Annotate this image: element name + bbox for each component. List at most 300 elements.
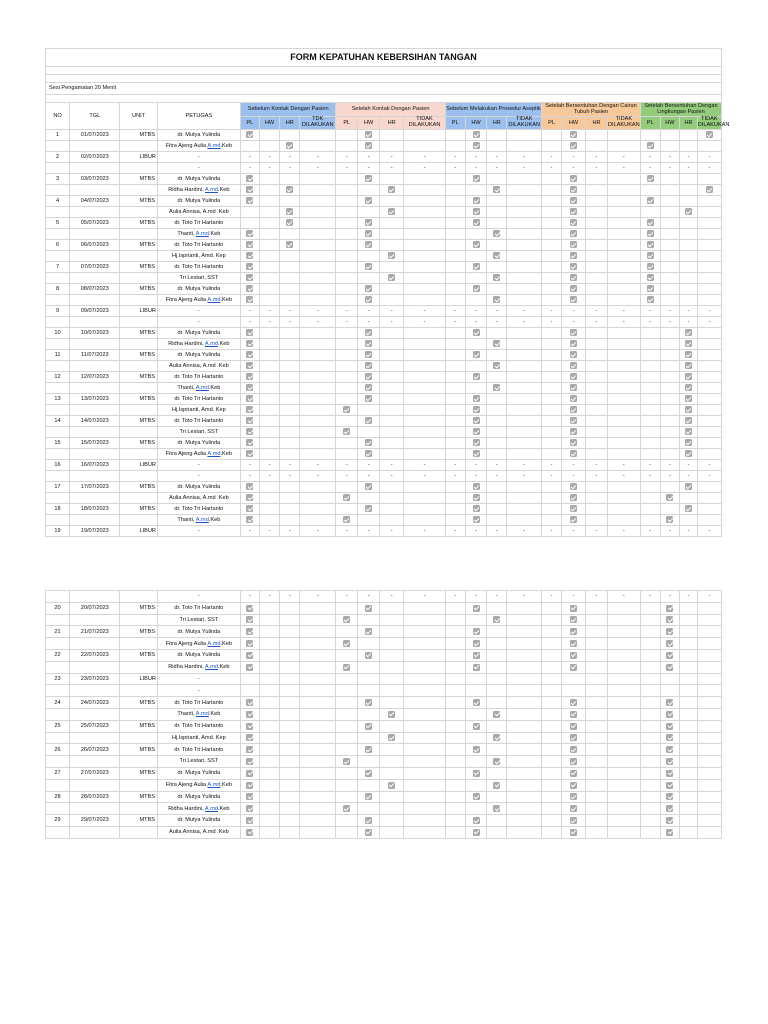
empty-cell[interactable] <box>380 626 404 638</box>
empty-cell[interactable] <box>404 371 446 382</box>
empty-cell[interactable] <box>487 514 507 525</box>
empty-cell[interactable] <box>607 140 640 151</box>
empty-cell[interactable] <box>586 685 608 697</box>
check-cell[interactable] <box>561 360 585 371</box>
empty-cell[interactable] <box>300 195 336 206</box>
empty-cell[interactable] <box>336 195 358 206</box>
checked-checkbox-icon[interactable] <box>246 362 253 369</box>
empty-cell[interactable] <box>300 803 336 815</box>
empty-cell[interactable] <box>697 756 721 768</box>
empty-cell[interactable] <box>259 685 280 697</box>
check-cell[interactable] <box>358 626 380 638</box>
check-cell[interactable] <box>465 815 487 827</box>
petugas-link[interactable]: A.md <box>204 186 218 193</box>
empty-cell[interactable] <box>404 803 446 815</box>
check-cell[interactable] <box>561 779 585 791</box>
empty-cell[interactable] <box>336 206 358 217</box>
empty-cell[interactable] <box>660 195 680 206</box>
check-cell[interactable] <box>358 360 380 371</box>
empty-cell[interactable] <box>680 767 698 779</box>
empty-cell[interactable] <box>358 661 380 673</box>
empty-cell[interactable] <box>607 217 640 228</box>
check-cell[interactable] <box>680 206 698 217</box>
empty-cell[interactable] <box>380 697 404 709</box>
checked-checkbox-icon[interactable] <box>570 329 577 336</box>
check-cell[interactable] <box>336 638 358 650</box>
empty-cell[interactable] <box>300 217 336 228</box>
empty-cell[interactable] <box>697 708 721 720</box>
empty-cell[interactable] <box>542 261 562 272</box>
empty-cell[interactable] <box>507 360 542 371</box>
empty-cell[interactable] <box>280 349 300 360</box>
check-cell[interactable] <box>465 626 487 638</box>
checked-checkbox-icon[interactable] <box>647 142 654 149</box>
checked-checkbox-icon[interactable] <box>570 197 577 204</box>
checked-checkbox-icon[interactable] <box>570 186 577 193</box>
empty-cell[interactable] <box>680 732 698 744</box>
empty-cell[interactable] <box>697 173 721 184</box>
check-cell[interactable] <box>660 708 680 720</box>
empty-cell[interactable] <box>465 294 487 305</box>
checked-checkbox-icon[interactable] <box>473 241 480 248</box>
check-cell[interactable] <box>465 492 487 503</box>
empty-cell[interactable] <box>487 503 507 514</box>
check-cell[interactable] <box>241 294 260 305</box>
check-cell[interactable] <box>465 826 487 838</box>
empty-cell[interactable] <box>259 767 280 779</box>
empty-cell[interactable] <box>586 815 608 827</box>
empty-cell[interactable] <box>586 732 608 744</box>
checked-checkbox-icon[interactable] <box>647 219 654 226</box>
empty-cell[interactable] <box>300 756 336 768</box>
empty-cell[interactable] <box>542 294 562 305</box>
empty-cell[interactable] <box>697 815 721 827</box>
empty-cell[interactable] <box>680 129 698 140</box>
checked-checkbox-icon[interactable] <box>666 817 673 824</box>
check-cell[interactable] <box>465 649 487 661</box>
empty-cell[interactable] <box>336 217 358 228</box>
empty-cell[interactable] <box>336 732 358 744</box>
empty-cell[interactable] <box>445 184 465 195</box>
empty-cell[interactable] <box>259 195 280 206</box>
empty-cell[interactable] <box>404 173 446 184</box>
checked-checkbox-icon[interactable] <box>493 230 500 237</box>
checked-checkbox-icon[interactable] <box>666 805 673 812</box>
empty-cell[interactable] <box>697 779 721 791</box>
check-cell[interactable] <box>660 756 680 768</box>
empty-cell[interactable] <box>640 685 660 697</box>
checked-checkbox-icon[interactable] <box>473 450 480 457</box>
check-cell[interactable] <box>358 129 380 140</box>
checked-checkbox-icon[interactable] <box>246 793 253 800</box>
checked-checkbox-icon[interactable] <box>685 362 692 369</box>
checked-checkbox-icon[interactable] <box>493 274 500 281</box>
check-cell[interactable] <box>640 283 660 294</box>
check-cell[interactable] <box>660 649 680 661</box>
empty-cell[interactable] <box>487 720 507 732</box>
check-cell[interactable] <box>241 239 260 250</box>
checked-checkbox-icon[interactable] <box>666 652 673 659</box>
checked-checkbox-icon[interactable] <box>493 734 500 741</box>
empty-cell[interactable] <box>542 250 562 261</box>
empty-cell[interactable] <box>445 815 465 827</box>
check-cell[interactable] <box>680 349 698 360</box>
checked-checkbox-icon[interactable] <box>365 605 372 612</box>
check-cell[interactable] <box>487 614 507 626</box>
checked-checkbox-icon[interactable] <box>666 640 673 647</box>
empty-cell[interactable] <box>607 393 640 404</box>
empty-cell[interactable] <box>259 217 280 228</box>
empty-cell[interactable] <box>280 602 300 614</box>
checked-checkbox-icon[interactable] <box>473 699 480 706</box>
empty-cell[interactable] <box>507 140 542 151</box>
empty-cell[interactable] <box>680 708 698 720</box>
empty-cell[interactable] <box>280 661 300 673</box>
check-cell[interactable] <box>241 481 260 492</box>
empty-cell[interactable] <box>586 638 608 650</box>
empty-cell[interactable] <box>280 261 300 272</box>
empty-cell[interactable] <box>280 779 300 791</box>
empty-cell[interactable] <box>586 779 608 791</box>
checked-checkbox-icon[interactable] <box>246 131 253 138</box>
checked-checkbox-icon[interactable] <box>365 384 372 391</box>
empty-cell[interactable] <box>586 283 608 294</box>
empty-cell[interactable] <box>680 514 698 525</box>
empty-cell[interactable] <box>358 756 380 768</box>
empty-cell[interactable] <box>380 826 404 838</box>
check-cell[interactable] <box>380 184 404 195</box>
empty-cell[interactable] <box>542 697 562 709</box>
empty-cell[interactable] <box>336 708 358 720</box>
empty-cell[interactable] <box>507 602 542 614</box>
empty-cell[interactable] <box>607 492 640 503</box>
empty-cell[interactable] <box>586 626 608 638</box>
empty-cell[interactable] <box>586 140 608 151</box>
empty-cell[interactable] <box>586 826 608 838</box>
empty-cell[interactable] <box>507 756 542 768</box>
empty-cell[interactable] <box>680 184 698 195</box>
check-cell[interactable] <box>241 283 260 294</box>
empty-cell[interactable] <box>300 206 336 217</box>
check-cell[interactable] <box>660 803 680 815</box>
checked-checkbox-icon[interactable] <box>246 605 253 612</box>
empty-cell[interactable] <box>607 720 640 732</box>
empty-cell[interactable] <box>640 673 660 685</box>
checked-checkbox-icon[interactable] <box>365 131 372 138</box>
checked-checkbox-icon[interactable] <box>493 782 500 789</box>
empty-cell[interactable] <box>380 404 404 415</box>
checked-checkbox-icon[interactable] <box>473 746 480 753</box>
checked-checkbox-icon[interactable] <box>473 793 480 800</box>
empty-cell[interactable] <box>607 697 640 709</box>
empty-cell[interactable] <box>380 360 404 371</box>
empty-cell[interactable] <box>259 649 280 661</box>
empty-cell[interactable] <box>445 173 465 184</box>
checked-checkbox-icon[interactable] <box>365 219 372 226</box>
empty-cell[interactable] <box>404 415 446 426</box>
empty-cell[interactable] <box>336 415 358 426</box>
empty-cell[interactable] <box>640 393 660 404</box>
empty-cell[interactable] <box>680 250 698 261</box>
checked-checkbox-icon[interactable] <box>473 428 480 435</box>
empty-cell[interactable] <box>445 744 465 756</box>
empty-cell[interactable] <box>404 708 446 720</box>
checked-checkbox-icon[interactable] <box>685 351 692 358</box>
empty-cell[interactable] <box>300 826 336 838</box>
empty-cell[interactable] <box>507 614 542 626</box>
checked-checkbox-icon[interactable] <box>473 664 480 671</box>
empty-cell[interactable] <box>607 661 640 673</box>
checked-checkbox-icon[interactable] <box>365 362 372 369</box>
check-cell[interactable] <box>660 826 680 838</box>
empty-cell[interactable] <box>640 697 660 709</box>
empty-cell[interactable] <box>542 228 562 239</box>
empty-cell[interactable] <box>404 140 446 151</box>
empty-cell[interactable] <box>586 261 608 272</box>
checked-checkbox-icon[interactable] <box>246 417 253 424</box>
empty-cell[interactable] <box>660 283 680 294</box>
empty-cell[interactable] <box>280 448 300 459</box>
empty-cell[interactable] <box>336 602 358 614</box>
empty-cell[interactable] <box>640 732 660 744</box>
empty-cell[interactable] <box>487 448 507 459</box>
check-cell[interactable] <box>465 283 487 294</box>
checked-checkbox-icon[interactable] <box>246 817 253 824</box>
empty-cell[interactable] <box>404 360 446 371</box>
checked-checkbox-icon[interactable] <box>685 208 692 215</box>
empty-cell[interactable] <box>680 195 698 206</box>
check-cell[interactable] <box>465 206 487 217</box>
checked-checkbox-icon[interactable] <box>685 450 692 457</box>
empty-cell[interactable] <box>607 261 640 272</box>
empty-cell[interactable] <box>300 283 336 294</box>
empty-cell[interactable] <box>542 371 562 382</box>
checked-checkbox-icon[interactable] <box>246 373 253 380</box>
checked-checkbox-icon[interactable] <box>493 711 500 718</box>
empty-cell[interactable] <box>259 779 280 791</box>
empty-cell[interactable] <box>507 815 542 827</box>
checked-checkbox-icon[interactable] <box>246 274 253 281</box>
checked-checkbox-icon[interactable] <box>365 351 372 358</box>
empty-cell[interactable] <box>487 626 507 638</box>
empty-cell[interactable] <box>380 283 404 294</box>
empty-cell[interactable] <box>542 791 562 803</box>
check-cell[interactable] <box>561 638 585 650</box>
empty-cell[interactable] <box>259 481 280 492</box>
empty-cell[interactable] <box>380 685 404 697</box>
empty-cell[interactable] <box>445 437 465 448</box>
empty-cell[interactable] <box>640 720 660 732</box>
checked-checkbox-icon[interactable] <box>388 782 395 789</box>
empty-cell[interactable] <box>507 626 542 638</box>
check-cell[interactable] <box>241 327 260 338</box>
check-cell[interactable] <box>465 697 487 709</box>
empty-cell[interactable] <box>640 426 660 437</box>
empty-cell[interactable] <box>542 492 562 503</box>
empty-cell[interactable] <box>445 514 465 525</box>
empty-cell[interactable] <box>542 685 562 697</box>
empty-cell[interactable] <box>660 360 680 371</box>
empty-cell[interactable] <box>280 481 300 492</box>
empty-cell[interactable] <box>697 685 721 697</box>
check-cell[interactable] <box>561 661 585 673</box>
empty-cell[interactable] <box>404 426 446 437</box>
checked-checkbox-icon[interactable] <box>570 640 577 647</box>
empty-cell[interactable] <box>300 184 336 195</box>
empty-cell[interactable] <box>680 815 698 827</box>
petugas-link[interactable]: A.md <box>204 664 218 671</box>
empty-cell[interactable] <box>380 228 404 239</box>
empty-cell[interactable] <box>586 217 608 228</box>
empty-cell[interactable] <box>380 426 404 437</box>
empty-cell[interactable] <box>607 206 640 217</box>
checked-checkbox-icon[interactable] <box>365 230 372 237</box>
checked-checkbox-icon[interactable] <box>570 362 577 369</box>
empty-cell[interactable] <box>280 173 300 184</box>
empty-cell[interactable] <box>607 272 640 283</box>
empty-cell[interactable] <box>542 720 562 732</box>
check-cell[interactable] <box>241 826 260 838</box>
checked-checkbox-icon[interactable] <box>246 483 253 490</box>
checked-checkbox-icon[interactable] <box>666 628 673 635</box>
empty-cell[interactable] <box>336 349 358 360</box>
empty-cell[interactable] <box>607 327 640 338</box>
check-cell[interactable] <box>660 514 680 525</box>
empty-cell[interactable] <box>586 791 608 803</box>
empty-cell[interactable] <box>465 673 487 685</box>
checked-checkbox-icon[interactable] <box>666 494 673 501</box>
empty-cell[interactable] <box>300 732 336 744</box>
checked-checkbox-icon[interactable] <box>246 252 253 259</box>
check-cell[interactable] <box>241 661 260 673</box>
empty-cell[interactable] <box>507 503 542 514</box>
empty-cell[interactable] <box>586 661 608 673</box>
checked-checkbox-icon[interactable] <box>647 230 654 237</box>
empty-cell[interactable] <box>586 503 608 514</box>
empty-cell[interactable] <box>542 481 562 492</box>
empty-cell[interactable] <box>300 503 336 514</box>
empty-cell[interactable] <box>640 206 660 217</box>
checked-checkbox-icon[interactable] <box>473 628 480 635</box>
empty-cell[interactable] <box>259 371 280 382</box>
empty-cell[interactable] <box>640 360 660 371</box>
checked-checkbox-icon[interactable] <box>246 384 253 391</box>
checked-checkbox-icon[interactable] <box>246 285 253 292</box>
check-cell[interactable] <box>561 697 585 709</box>
check-cell[interactable] <box>241 437 260 448</box>
empty-cell[interactable] <box>404 720 446 732</box>
empty-cell[interactable] <box>640 638 660 650</box>
empty-cell[interactable] <box>607 437 640 448</box>
empty-cell[interactable] <box>697 349 721 360</box>
empty-cell[interactable] <box>607 673 640 685</box>
empty-cell[interactable] <box>660 371 680 382</box>
empty-cell[interactable] <box>445 195 465 206</box>
empty-cell[interactable] <box>697 826 721 838</box>
check-cell[interactable] <box>380 708 404 720</box>
empty-cell[interactable] <box>358 685 380 697</box>
checked-checkbox-icon[interactable] <box>493 340 500 347</box>
empty-cell[interactable] <box>507 649 542 661</box>
checked-checkbox-icon[interactable] <box>666 758 673 765</box>
empty-cell[interactable] <box>380 661 404 673</box>
empty-cell[interactable] <box>607 744 640 756</box>
empty-cell[interactable] <box>640 129 660 140</box>
empty-cell[interactable] <box>507 294 542 305</box>
empty-cell[interactable] <box>640 708 660 720</box>
check-cell[interactable] <box>358 815 380 827</box>
empty-cell[interactable] <box>445 206 465 217</box>
empty-cell[interactable] <box>465 732 487 744</box>
empty-cell[interactable] <box>640 649 660 661</box>
checked-checkbox-icon[interactable] <box>473 505 480 512</box>
empty-cell[interactable] <box>445 239 465 250</box>
checked-checkbox-icon[interactable] <box>570 829 577 836</box>
empty-cell[interactable] <box>487 815 507 827</box>
check-cell[interactable] <box>561 338 585 349</box>
empty-cell[interactable] <box>259 673 280 685</box>
empty-cell[interactable] <box>507 803 542 815</box>
check-cell[interactable] <box>358 217 380 228</box>
empty-cell[interactable] <box>507 685 542 697</box>
empty-cell[interactable] <box>542 448 562 459</box>
check-cell[interactable] <box>380 206 404 217</box>
check-cell[interactable] <box>561 140 585 151</box>
check-cell[interactable] <box>561 448 585 459</box>
checked-checkbox-icon[interactable] <box>647 285 654 292</box>
empty-cell[interactable] <box>465 708 487 720</box>
check-cell[interactable] <box>465 129 487 140</box>
check-cell[interactable] <box>465 448 487 459</box>
check-cell[interactable] <box>465 514 487 525</box>
empty-cell[interactable] <box>680 826 698 838</box>
empty-cell[interactable] <box>586 803 608 815</box>
check-cell[interactable] <box>561 602 585 614</box>
check-cell[interactable] <box>336 492 358 503</box>
empty-cell[interactable] <box>660 184 680 195</box>
empty-cell[interactable] <box>336 815 358 827</box>
empty-cell[interactable] <box>259 382 280 393</box>
empty-cell[interactable] <box>542 349 562 360</box>
checked-checkbox-icon[interactable] <box>570 219 577 226</box>
check-cell[interactable] <box>680 393 698 404</box>
empty-cell[interactable] <box>487 173 507 184</box>
check-cell[interactable] <box>561 803 585 815</box>
empty-cell[interactable] <box>404 250 446 261</box>
checked-checkbox-icon[interactable] <box>647 175 654 182</box>
empty-cell[interactable] <box>660 129 680 140</box>
empty-cell[interactable] <box>542 426 562 437</box>
empty-cell[interactable] <box>380 744 404 756</box>
check-cell[interactable] <box>358 195 380 206</box>
check-cell[interactable] <box>561 371 585 382</box>
empty-cell[interactable] <box>680 626 698 638</box>
empty-cell[interactable] <box>280 371 300 382</box>
checked-checkbox-icon[interactable] <box>343 805 350 812</box>
empty-cell[interactable] <box>380 638 404 650</box>
empty-cell[interactable] <box>280 360 300 371</box>
empty-cell[interactable] <box>487 649 507 661</box>
checked-checkbox-icon[interactable] <box>570 616 577 623</box>
empty-cell[interactable] <box>697 514 721 525</box>
empty-cell[interactable] <box>586 239 608 250</box>
empty-cell[interactable] <box>336 720 358 732</box>
empty-cell[interactable] <box>445 404 465 415</box>
check-cell[interactable] <box>358 261 380 272</box>
checked-checkbox-icon[interactable] <box>473 494 480 501</box>
empty-cell[interactable] <box>259 261 280 272</box>
empty-cell[interactable] <box>336 673 358 685</box>
